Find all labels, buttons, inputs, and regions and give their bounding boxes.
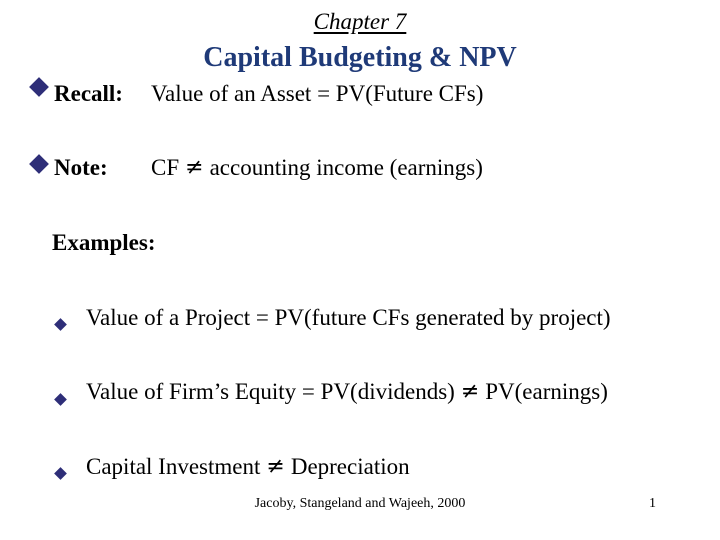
- chapter-heading: Chapter 7: [313, 9, 407, 34]
- note-label: Note:: [54, 155, 108, 180]
- example-item-3: [86, 454, 410, 480]
- small-diamond-bullet-icon: [54, 318, 67, 331]
- example-item-2: [86, 379, 608, 405]
- note-bullet-row: [30, 160, 44, 179]
- recall-label: Recall:: [54, 81, 123, 106]
- not-equal-icon: ≠: [460, 379, 480, 404]
- slide-title: Capital Budgeting & NPV: [203, 42, 517, 73]
- example-item-2-before: Value of Firm’s Equity = PV(dividends): [86, 379, 455, 404]
- note-text: [151, 155, 483, 181]
- diamond-bullet-icon: [29, 77, 49, 97]
- example-item-2-bullet: [56, 391, 65, 409]
- examples-heading: Examples:: [52, 230, 156, 255]
- recall-bullet-row: [30, 83, 44, 102]
- example-item-1-bullet: [56, 316, 65, 334]
- example-item-2-after: PV(earnings): [485, 379, 608, 404]
- recall-text: Value of an Asset = PV(Future CFs): [151, 81, 484, 106]
- diamond-bullet-icon: [29, 154, 49, 174]
- footer-credit: Jacoby, Stangeland and Wajeeh, 2000: [254, 496, 466, 511]
- not-equal-icon: ≠: [185, 155, 204, 180]
- note-text-after: accounting income (earnings): [209, 155, 483, 180]
- example-item-3-bullet: [56, 465, 65, 483]
- not-equal-icon: ≠: [266, 454, 285, 479]
- example-item-1: Value of a Project = PV(future CFs generated by project): [86, 305, 611, 330]
- page-number: 1: [649, 496, 656, 511]
- example-item-3-before: Capital Investment: [86, 454, 261, 479]
- note-text-before: CF: [151, 155, 180, 180]
- small-diamond-bullet-icon: [54, 467, 67, 480]
- example-item-3-after: Depreciation: [290, 454, 410, 479]
- small-diamond-bullet-icon: [54, 393, 67, 406]
